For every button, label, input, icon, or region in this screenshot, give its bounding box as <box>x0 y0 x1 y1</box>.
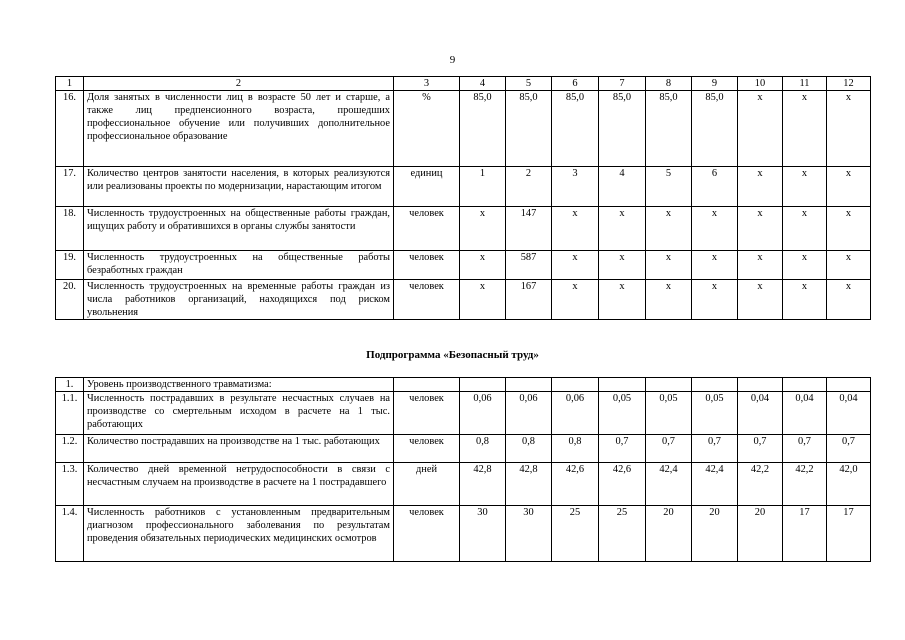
value-cell: 0,04 <box>827 392 871 435</box>
unit-cell: человек <box>394 392 460 435</box>
column-number: 2 <box>84 77 394 91</box>
column-number: 5 <box>506 77 552 91</box>
value-cell: х <box>692 280 738 320</box>
table-row <box>56 91 871 167</box>
value-cell: х <box>646 207 692 251</box>
row-number: 1.4. <box>56 506 84 562</box>
value-cell: 0,7 <box>738 435 783 463</box>
table-row <box>56 378 871 392</box>
value-cell: 85,0 <box>599 91 646 167</box>
indicator-name: Количество центров занятости населения, в которых реализуются или реализованы проекты по модернизации, нарастающим итогом <box>84 167 394 207</box>
value-cell: х <box>783 207 827 251</box>
column-number: 9 <box>692 77 738 91</box>
value-cell: 25 <box>599 506 646 562</box>
indicator-name: Количество пострадавших на производстве на 1 тыс. работающих <box>84 435 394 463</box>
value-cell <box>506 378 552 392</box>
value-cell <box>692 378 738 392</box>
value-cell: х <box>552 207 599 251</box>
row-number: 16. <box>56 91 84 167</box>
unit-cell: дней <box>394 463 460 506</box>
value-cell: 85,0 <box>692 91 738 167</box>
value-cell: 0,05 <box>599 392 646 435</box>
safe-work-indicators-table <box>55 377 871 562</box>
value-cell: 17 <box>783 506 827 562</box>
value-cell <box>552 378 599 392</box>
value-cell <box>783 378 827 392</box>
value-cell: 0,06 <box>460 392 506 435</box>
value-cell: х <box>599 207 646 251</box>
row-number: 20. <box>56 280 84 320</box>
unit-cell <box>394 378 460 392</box>
indicator-name: Численность трудоустроенных на временные работы граждан из числа работников организаций, находящихся под риском увольнения <box>84 280 394 320</box>
value-cell: 20 <box>692 506 738 562</box>
value-cell: 3 <box>552 167 599 207</box>
value-cell: х <box>783 91 827 167</box>
subprogram-title: Подпрограмма «Безопасный труд» <box>366 349 539 361</box>
table-header-row <box>56 77 871 91</box>
column-number: 6 <box>552 77 599 91</box>
value-cell: 42,4 <box>692 463 738 506</box>
value-cell: 25 <box>552 506 599 562</box>
value-cell: 42,2 <box>783 463 827 506</box>
value-cell: 0,8 <box>552 435 599 463</box>
column-number: 4 <box>460 77 506 91</box>
table-row <box>56 207 871 251</box>
unit-cell: % <box>394 91 460 167</box>
value-cell: 42,6 <box>599 463 646 506</box>
value-cell: х <box>599 251 646 280</box>
value-cell <box>460 378 506 392</box>
table-row <box>56 506 871 562</box>
value-cell: 85,0 <box>460 91 506 167</box>
value-cell: 0,05 <box>692 392 738 435</box>
unit-cell: человек <box>394 251 460 280</box>
unit-cell: человек <box>394 506 460 562</box>
table-row <box>56 167 871 207</box>
value-cell: 17 <box>827 506 871 562</box>
value-cell: 0,7 <box>599 435 646 463</box>
value-cell: х <box>646 280 692 320</box>
row-number: 1.1. <box>56 392 84 435</box>
value-cell: 0,05 <box>646 392 692 435</box>
value-cell: 85,0 <box>506 91 552 167</box>
value-cell: х <box>783 280 827 320</box>
value-cell <box>646 378 692 392</box>
value-cell: 42,8 <box>506 463 552 506</box>
value-cell: 587 <box>506 251 552 280</box>
value-cell: 0,06 <box>506 392 552 435</box>
value-cell: 20 <box>646 506 692 562</box>
indicator-name: Численность трудоустроенных на общественные работы безработных граждан <box>84 251 394 280</box>
value-cell: х <box>738 91 783 167</box>
table-row <box>56 392 871 435</box>
row-number: 17. <box>56 167 84 207</box>
row-number: 18. <box>56 207 84 251</box>
value-cell: х <box>552 251 599 280</box>
value-cell: 0,7 <box>783 435 827 463</box>
value-cell: х <box>783 251 827 280</box>
value-cell: 0,04 <box>783 392 827 435</box>
value-cell: 0,06 <box>552 392 599 435</box>
value-cell: х <box>460 280 506 320</box>
unit-cell: человек <box>394 207 460 251</box>
column-number: 1 <box>56 77 84 91</box>
indicator-name: Численность пострадавших в результате несчастных случаев на производстве со смертельным исходом в расчете на 1 тыс. работающих <box>84 392 394 435</box>
value-cell: 0,8 <box>460 435 506 463</box>
value-cell: х <box>827 207 871 251</box>
value-cell: 2 <box>506 167 552 207</box>
value-cell: 30 <box>460 506 506 562</box>
value-cell: 147 <box>506 207 552 251</box>
value-cell: х <box>738 280 783 320</box>
value-cell: х <box>738 251 783 280</box>
row-number: 19. <box>56 251 84 280</box>
indicator-name: Доля занятых в численности лиц в возрасте 50 лет и старше, а также лиц предпенсионного возраста, прошедших профессиональное обучение или получивших дополнительное профессиональное образование <box>84 91 394 167</box>
indicator-name: Количество дней временной нетрудоспособности в связи с несчастным случаем на производстве в расчете на 1 пострадавшего <box>84 463 394 506</box>
value-cell: х <box>827 251 871 280</box>
row-number: 1.3. <box>56 463 84 506</box>
value-cell: 0,8 <box>506 435 552 463</box>
column-number: 8 <box>646 77 692 91</box>
indicator-name: Численность работников с установленным предварительным диагнозом профессионального заболевания по результатам проведения обязательных периодических медицинских осмотров <box>84 506 394 562</box>
row-number: 1. <box>56 378 84 392</box>
value-cell <box>599 378 646 392</box>
column-number: 3 <box>394 77 460 91</box>
value-cell: х <box>783 167 827 207</box>
indicators-table <box>55 76 871 320</box>
table-row <box>56 251 871 280</box>
column-number: 11 <box>783 77 827 91</box>
value-cell: х <box>827 167 871 207</box>
value-cell <box>738 378 783 392</box>
value-cell: 42,6 <box>552 463 599 506</box>
value-cell: х <box>692 251 738 280</box>
column-number: 10 <box>738 77 783 91</box>
row-number: 1.2. <box>56 435 84 463</box>
value-cell: х <box>552 280 599 320</box>
value-cell: 0,7 <box>646 435 692 463</box>
table-row <box>56 463 871 506</box>
value-cell: 1 <box>460 167 506 207</box>
value-cell: 0,7 <box>692 435 738 463</box>
value-cell <box>827 378 871 392</box>
unit-cell: единиц <box>394 167 460 207</box>
table-row <box>56 280 871 320</box>
value-cell: 85,0 <box>646 91 692 167</box>
indicator-name: Численность трудоустроенных на общественные работы граждан, ищущих работу и обратившихся в органы службы занятости <box>84 207 394 251</box>
value-cell: х <box>827 280 871 320</box>
column-number: 12 <box>827 77 871 91</box>
value-cell: 42,4 <box>646 463 692 506</box>
value-cell: х <box>646 251 692 280</box>
value-cell: 42,0 <box>827 463 871 506</box>
value-cell: х <box>692 207 738 251</box>
column-number: 7 <box>599 77 646 91</box>
indicator-name: Уровень производственного травматизма: <box>84 378 394 392</box>
table-row <box>56 435 871 463</box>
value-cell: 42,8 <box>460 463 506 506</box>
value-cell: 42,2 <box>738 463 783 506</box>
unit-cell: человек <box>394 435 460 463</box>
value-cell: 167 <box>506 280 552 320</box>
value-cell: 85,0 <box>552 91 599 167</box>
value-cell: 20 <box>738 506 783 562</box>
value-cell: х <box>827 91 871 167</box>
value-cell: х <box>738 167 783 207</box>
value-cell: 0,7 <box>827 435 871 463</box>
value-cell: 30 <box>506 506 552 562</box>
value-cell: х <box>738 207 783 251</box>
value-cell: 6 <box>692 167 738 207</box>
value-cell: х <box>460 251 506 280</box>
value-cell: 0,04 <box>738 392 783 435</box>
value-cell: х <box>460 207 506 251</box>
value-cell: 4 <box>599 167 646 207</box>
value-cell: 5 <box>646 167 692 207</box>
value-cell: х <box>599 280 646 320</box>
unit-cell: человек <box>394 280 460 320</box>
page-number: 9 <box>449 54 456 66</box>
